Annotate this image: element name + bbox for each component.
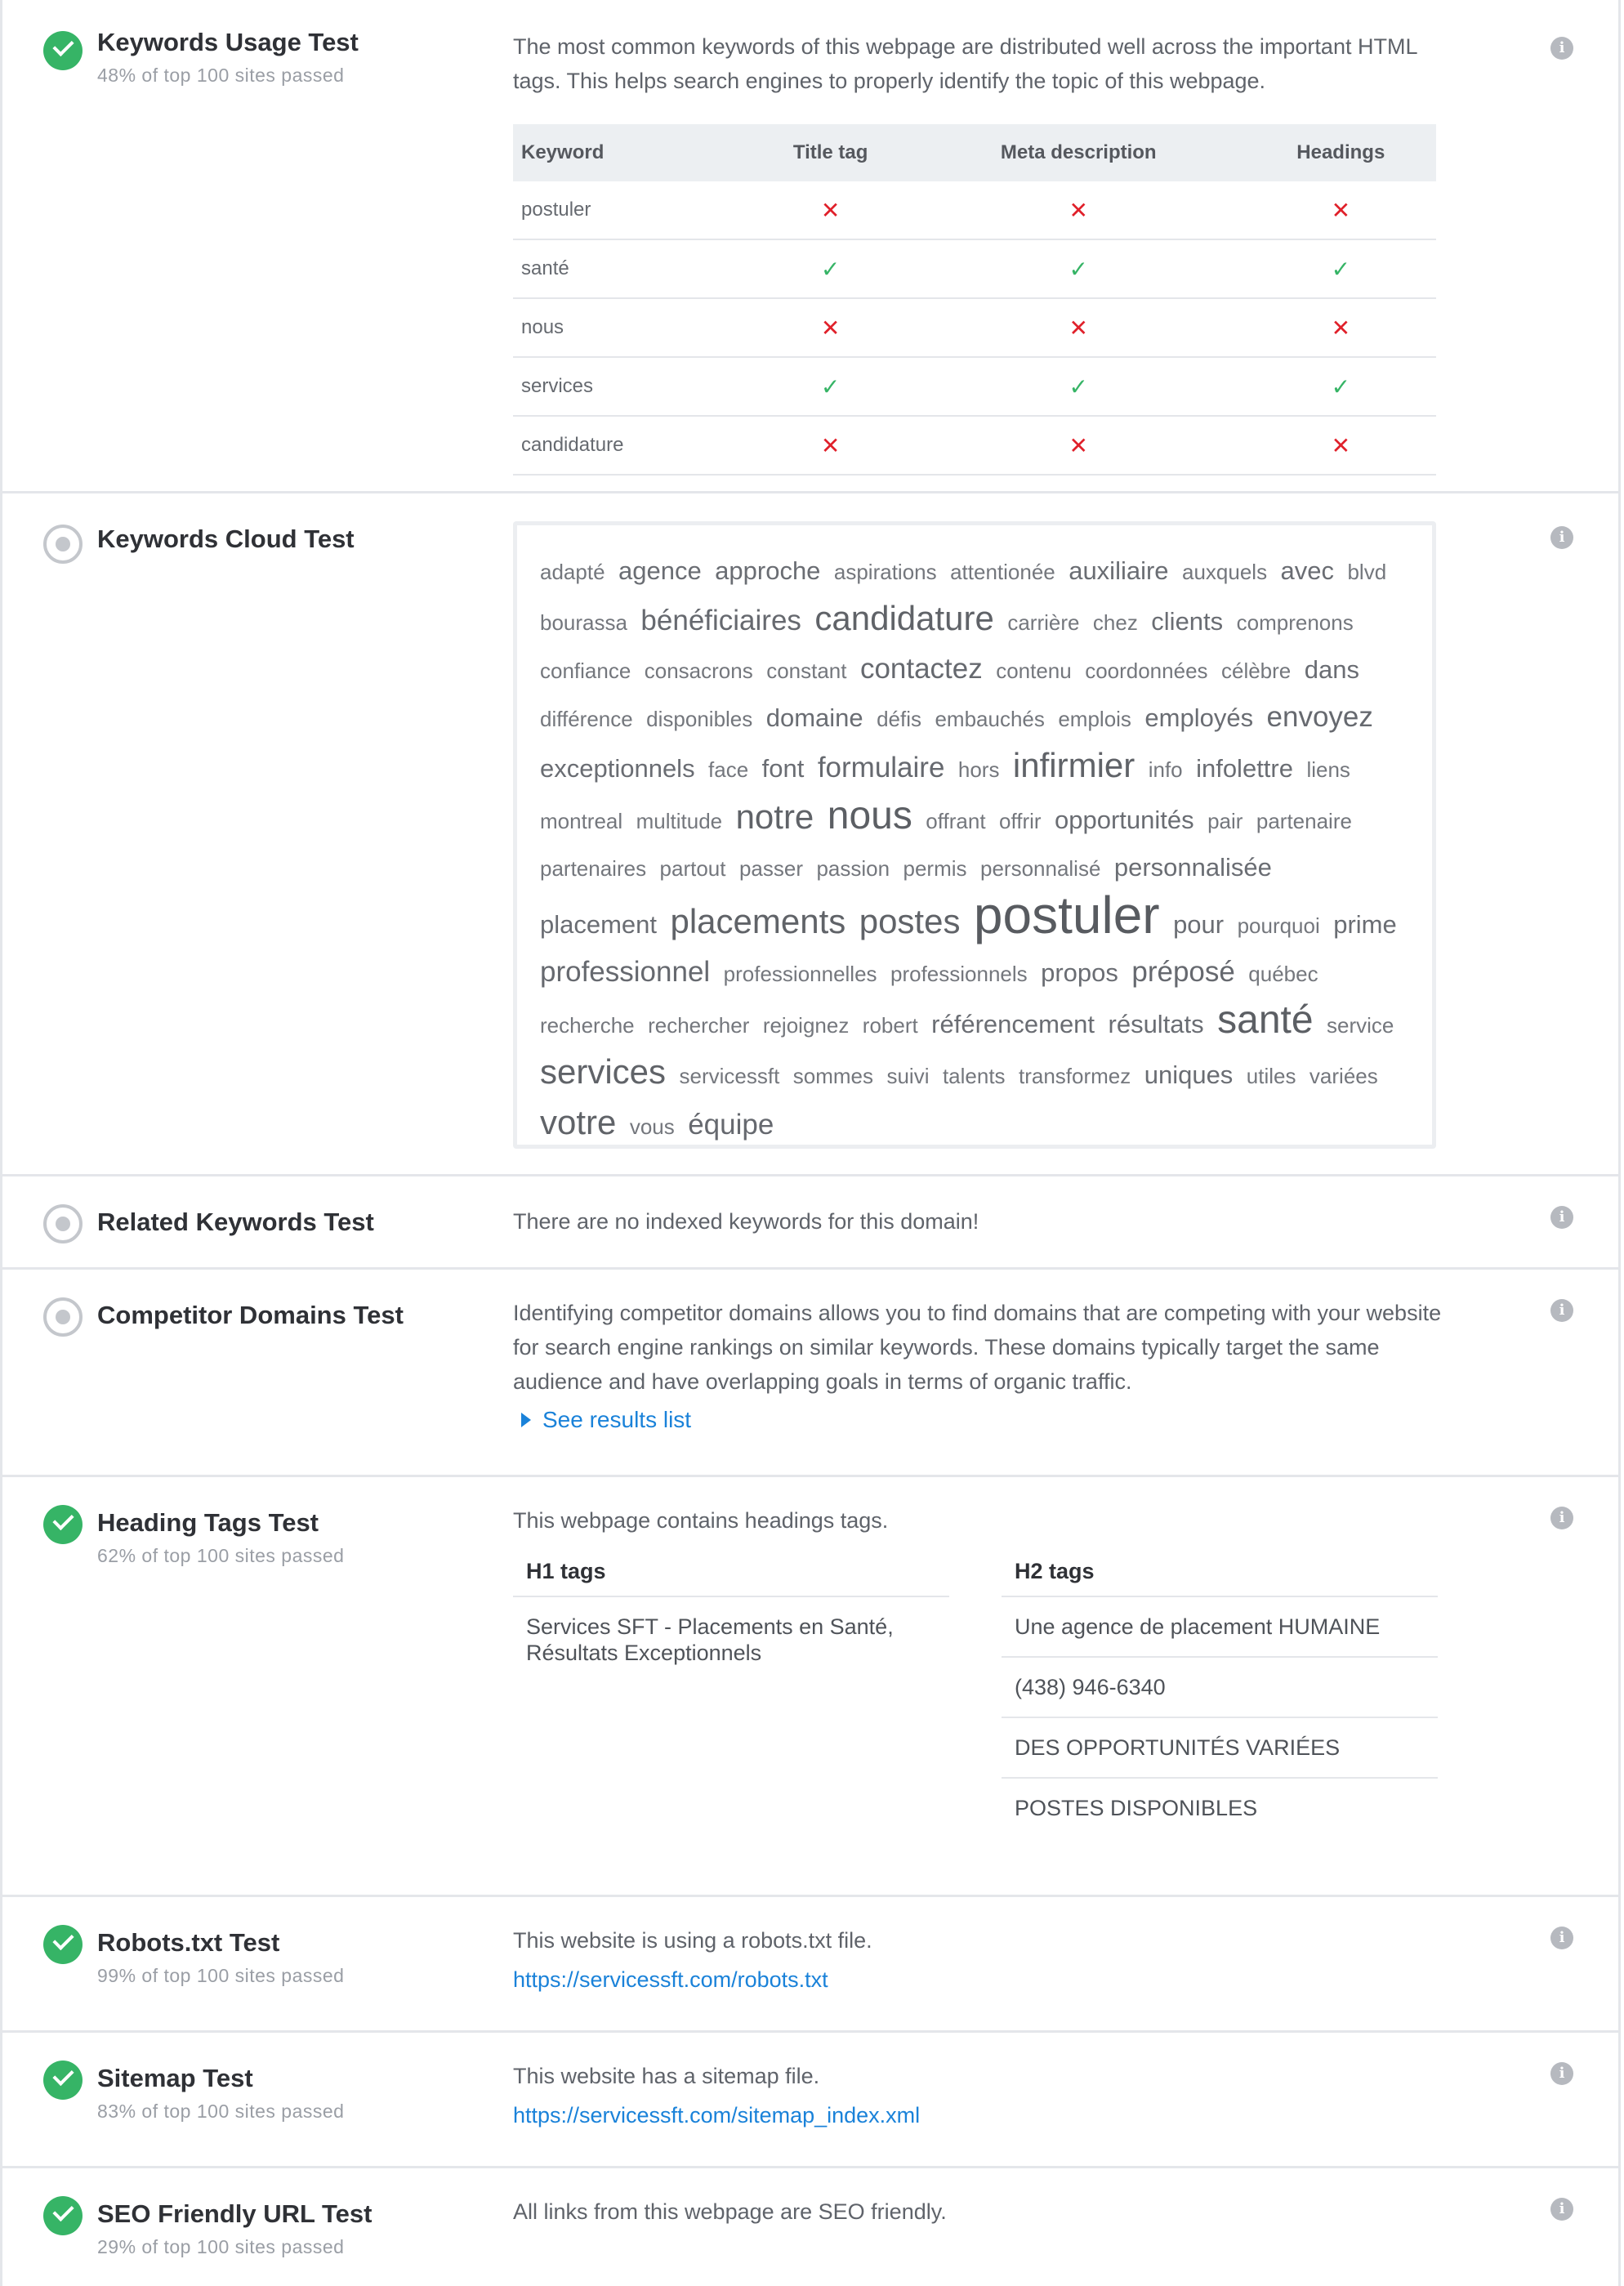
cross-icon: ✕ bbox=[1331, 197, 1351, 223]
cloud-keyword: placement bbox=[540, 910, 658, 939]
cross-icon: ✕ bbox=[820, 432, 841, 458]
robots-section bbox=[2, 1897, 1618, 2033]
column-header: Keyword bbox=[513, 124, 749, 181]
section-description: This website is using a robots.txt file. bbox=[513, 1928, 872, 1953]
cloud-keyword: notre bbox=[735, 797, 814, 836]
headings-cell bbox=[1246, 181, 1436, 239]
keywords-table bbox=[513, 124, 1436, 476]
cloud-keyword: permis bbox=[903, 856, 967, 881]
cloud-keyword: partenaire bbox=[1256, 809, 1352, 833]
cloud-keyword: résultats bbox=[1108, 1010, 1204, 1038]
keyword-cell: santé bbox=[513, 239, 749, 298]
section-title: Keywords Usage Test bbox=[97, 28, 359, 56]
cloud-keyword: professionnelles bbox=[723, 962, 877, 986]
section-subtitle: 48% of top 100 sites passed bbox=[97, 65, 345, 86]
check-circle-icon bbox=[43, 1505, 83, 1544]
cloud-keyword: formulaire bbox=[817, 752, 945, 784]
cloud-keyword: préposé bbox=[1131, 956, 1235, 988]
info-icon[interactable]: i bbox=[1550, 37, 1573, 60]
section-subtitle: 62% of top 100 sites passed bbox=[97, 1545, 345, 1566]
cloud-keyword: auxquels bbox=[1182, 560, 1268, 584]
title-cell bbox=[749, 416, 911, 475]
cross-icon: ✕ bbox=[1069, 315, 1088, 341]
keyword-cell: services bbox=[513, 357, 749, 416]
cloud-keyword: font bbox=[761, 754, 805, 783]
cloud-keyword: pair bbox=[1207, 809, 1243, 833]
h2-item: (438) 946-6340 bbox=[1002, 1658, 1438, 1718]
meta-cell bbox=[912, 357, 1246, 416]
cloud-keyword: servicessft bbox=[679, 1064, 780, 1088]
cloud-keyword: partout bbox=[659, 856, 726, 881]
cloud-keyword: candidature bbox=[814, 599, 994, 637]
cloud-keyword: québec bbox=[1248, 962, 1318, 986]
cloud-keyword: votre bbox=[540, 1103, 617, 1141]
cloud-keyword: talents bbox=[942, 1064, 1006, 1088]
keyword-cell: nous bbox=[513, 298, 749, 357]
cloud-keyword: bénéficiaires bbox=[640, 605, 801, 636]
section-description: All links from this webpage are SEO friendly. bbox=[513, 2199, 947, 2224]
cloud-keyword: auxiliaire bbox=[1069, 556, 1169, 585]
check-icon: ✓ bbox=[1069, 256, 1088, 282]
toggle-label: See results list bbox=[542, 1407, 692, 1432]
heading-tags-section bbox=[2, 1477, 1618, 1897]
cloud-keyword: carrière bbox=[1007, 610, 1080, 635]
cloud-keyword: propos bbox=[1041, 958, 1118, 987]
cross-icon: ✕ bbox=[1331, 432, 1351, 458]
triangle-right-icon bbox=[521, 1413, 531, 1427]
cloud-keyword: clients bbox=[1151, 607, 1224, 636]
cloud-keyword: liens bbox=[1306, 757, 1350, 782]
cloud-keyword: domaine bbox=[765, 703, 863, 732]
cloud-keyword: infirmier bbox=[1012, 746, 1135, 784]
cloud-keyword: chez bbox=[1092, 610, 1138, 635]
meta-cell bbox=[912, 416, 1246, 475]
h2-column bbox=[1002, 1547, 1438, 1837]
cloud-keyword: agence bbox=[618, 556, 702, 585]
cross-icon: ✕ bbox=[1069, 197, 1088, 223]
section-title: Sitemap Test bbox=[97, 2064, 253, 2092]
cloud-keyword: approche bbox=[715, 556, 821, 585]
check-icon: ✓ bbox=[1069, 373, 1088, 400]
cloud-keyword: référencement bbox=[931, 1010, 1095, 1038]
seo-url-section bbox=[2, 2168, 1618, 2286]
keywords-cloud-section bbox=[2, 493, 1618, 1176]
cross-icon: ✕ bbox=[1069, 432, 1088, 458]
column-header: Title tag bbox=[749, 124, 911, 181]
check-icon: ✓ bbox=[820, 256, 841, 282]
cloud-keyword: bourassa bbox=[540, 610, 627, 635]
neutral-circle-icon bbox=[43, 1204, 83, 1243]
cloud-keyword: offrant bbox=[926, 809, 986, 833]
headings-cell bbox=[1246, 239, 1436, 298]
section-title: Keywords Cloud Test bbox=[97, 525, 355, 553]
check-icon: ✓ bbox=[820, 373, 841, 400]
cloud-keyword: uniques bbox=[1144, 1060, 1234, 1089]
column-header: Meta description bbox=[912, 124, 1246, 181]
see-results-toggle[interactable] bbox=[521, 1407, 691, 1433]
related-keywords-section bbox=[2, 1176, 1618, 1270]
section-subtitle: 29% of top 100 sites passed bbox=[97, 2236, 345, 2257]
cloud-keyword: multitude bbox=[636, 809, 723, 833]
cloud-keyword: avec bbox=[1280, 556, 1335, 585]
cloud-keyword: service bbox=[1327, 1013, 1394, 1038]
keyword-cell: candidature bbox=[513, 416, 749, 475]
cloud-keyword: rejoignez bbox=[762, 1013, 850, 1038]
title-cell bbox=[749, 298, 911, 357]
cloud-keyword: services bbox=[540, 1052, 667, 1091]
info-icon[interactable]: i bbox=[1550, 1206, 1573, 1229]
keywords-usage-section bbox=[2, 0, 1618, 493]
meta-cell bbox=[912, 239, 1246, 298]
cloud-keyword: robert bbox=[862, 1013, 918, 1038]
cloud-keyword: contenu bbox=[996, 659, 1072, 683]
section-title: Competitor Domains Test bbox=[97, 1301, 404, 1329]
cloud-keyword: nous bbox=[827, 794, 912, 837]
headings-cell bbox=[1246, 298, 1436, 357]
cloud-keyword: professionnels bbox=[890, 962, 1028, 986]
cloud-keyword: équipe bbox=[688, 1109, 774, 1141]
section-title: Robots.txt Test bbox=[97, 1928, 280, 1957]
section-description: There are no indexed keywords for this domain! bbox=[513, 1209, 979, 1234]
table-header-row bbox=[513, 124, 1436, 181]
keyword-cloud bbox=[513, 521, 1436, 1149]
info-icon[interactable]: i bbox=[1550, 1927, 1573, 1949]
cloud-keyword: employés bbox=[1144, 703, 1254, 732]
title-cell bbox=[749, 181, 911, 239]
column-header: Headings bbox=[1246, 124, 1436, 181]
h2-item: DES OPPORTUNITÉS VARIÉES bbox=[1002, 1718, 1438, 1779]
competitor-domains-section bbox=[2, 1270, 1618, 1477]
cloud-keyword: prime bbox=[1333, 910, 1397, 939]
cloud-keyword: passer bbox=[738, 856, 803, 881]
h1-header: H1 tags bbox=[513, 1547, 949, 1597]
cloud-keyword: offrir bbox=[999, 809, 1042, 833]
h1-column bbox=[513, 1547, 949, 1837]
info-icon[interactable]: i bbox=[1550, 1507, 1573, 1529]
headings-cell bbox=[1246, 357, 1436, 416]
cloud-keyword: suivi bbox=[886, 1064, 930, 1088]
cloud-keyword: postuler bbox=[973, 886, 1160, 944]
section-title: SEO Friendly URL Test bbox=[97, 2199, 373, 2228]
cloud-keyword: rechercher bbox=[648, 1013, 750, 1038]
cloud-keyword: confiance bbox=[540, 659, 631, 683]
cloud-keyword: face bbox=[708, 757, 749, 782]
cloud-keyword: transformez bbox=[1019, 1064, 1131, 1088]
cloud-keyword: utiles bbox=[1246, 1064, 1296, 1088]
check-icon: ✓ bbox=[1331, 373, 1351, 400]
cross-icon: ✕ bbox=[1331, 315, 1351, 341]
section-description: The most common keywords of this webpage are distributed well across the important HTML tags. This helps search engines to properly identify the topic of this webpage. bbox=[513, 34, 1417, 93]
keywords-table-body bbox=[513, 181, 1436, 475]
heading-tags-columns bbox=[513, 1547, 1448, 1837]
cloud-keyword: postes bbox=[859, 902, 961, 940]
meta-cell bbox=[912, 181, 1246, 239]
cloud-keyword: aspirations bbox=[833, 560, 937, 584]
h1-item: Services SFT - Placements en Santé, Résultats Exceptionnels bbox=[526, 1614, 894, 1665]
sitemap-section bbox=[2, 2033, 1618, 2168]
cloud-keyword: opportunités bbox=[1054, 806, 1194, 834]
meta-cell bbox=[912, 298, 1246, 357]
cloud-keyword: dans bbox=[1304, 655, 1359, 684]
cloud-keyword: pourquoi bbox=[1237, 913, 1320, 938]
cloud-keyword: disponibles bbox=[646, 707, 753, 731]
cloud-keyword: partenaires bbox=[540, 856, 647, 881]
cloud-keyword: santé bbox=[1217, 998, 1314, 1042]
keyword-cell: postuler bbox=[513, 181, 749, 239]
neutral-circle-icon bbox=[43, 1297, 83, 1337]
cloud-keyword: adapté bbox=[540, 560, 605, 584]
h2-item: Une agence de placement HUMAINE bbox=[1002, 1597, 1438, 1658]
table-row bbox=[513, 416, 1436, 475]
cloud-keyword: comprenons bbox=[1236, 610, 1354, 635]
cloud-keyword: pour bbox=[1173, 910, 1225, 939]
cloud-keyword: passion bbox=[816, 856, 890, 881]
cross-icon: ✕ bbox=[820, 197, 841, 223]
section-description: This website has a sitemap file. bbox=[513, 2064, 820, 2088]
section-description: This webpage contains headings tags. bbox=[513, 1508, 889, 1533]
table-row bbox=[513, 239, 1436, 298]
section-subtitle: 83% of top 100 sites passed bbox=[97, 2101, 345, 2122]
cross-icon: ✕ bbox=[820, 315, 841, 341]
cloud-keyword: personnalisée bbox=[1113, 853, 1272, 882]
title-cell bbox=[749, 357, 911, 416]
cloud-keyword: envoyez bbox=[1266, 701, 1373, 733]
check-circle-icon bbox=[43, 1925, 83, 1964]
cloud-keyword: consacrons bbox=[644, 659, 753, 683]
cloud-keyword: info bbox=[1148, 757, 1183, 782]
cloud-keyword: célèbre bbox=[1220, 659, 1292, 683]
info-icon[interactable]: i bbox=[1550, 2062, 1573, 2085]
cloud-keyword: montreal bbox=[540, 809, 623, 833]
check-circle-icon bbox=[43, 31, 83, 70]
section-description: Identifying competitor domains allows you to find domains that are competing with your website for search engine rankings on similar keywords. These domains typically target the same audience and have overlapping goals in terms of organic traffic. bbox=[513, 1301, 1442, 1394]
title-cell bbox=[749, 239, 911, 298]
cloud-keyword: sommes bbox=[792, 1064, 874, 1088]
cloud-keyword: emplois bbox=[1058, 707, 1131, 731]
cloud-keyword: coordonnées bbox=[1085, 659, 1208, 683]
h2-header: H2 tags bbox=[1002, 1547, 1438, 1597]
cloud-keyword: constant bbox=[766, 659, 847, 683]
info-icon[interactable]: i bbox=[1550, 2198, 1573, 2221]
check-circle-icon bbox=[43, 2061, 83, 2100]
cloud-keyword: embauchés bbox=[935, 707, 1045, 731]
cloud-keyword: défis bbox=[877, 707, 922, 731]
cloud-keyword: variées bbox=[1309, 1064, 1378, 1088]
section-title: Heading Tags Test bbox=[97, 1508, 319, 1537]
section-subtitle: 99% of top 100 sites passed bbox=[97, 1965, 345, 1986]
cloud-keyword: placements bbox=[670, 902, 846, 940]
cloud-keyword: exceptionnels bbox=[540, 754, 695, 783]
cloud-keyword: hors bbox=[957, 757, 1000, 782]
robots-link[interactable]: https://servicessft.com/robots.txt bbox=[513, 1967, 828, 1992]
cloud-keyword: infolettre bbox=[1196, 754, 1293, 783]
headings-cell bbox=[1246, 416, 1436, 475]
cloud-keyword: différence bbox=[540, 707, 633, 731]
info-icon[interactable]: i bbox=[1550, 526, 1573, 549]
cloud-keyword: attentionée bbox=[950, 560, 1055, 584]
check-circle-icon bbox=[43, 2196, 83, 2235]
cloud-keyword: recherche bbox=[540, 1013, 635, 1038]
cloud-keyword: vous bbox=[629, 1114, 675, 1139]
cloud-keyword: professionnel bbox=[540, 956, 711, 988]
table-row bbox=[513, 357, 1436, 416]
table-row bbox=[513, 298, 1436, 357]
sitemap-link[interactable]: https://servicessft.com/sitemap_index.xml bbox=[513, 2103, 921, 2127]
section-title: Related Keywords Test bbox=[97, 1208, 374, 1236]
check-icon: ✓ bbox=[1331, 256, 1351, 282]
h2-item: POSTES DISPONIBLES bbox=[1015, 1796, 1258, 1820]
cloud-keyword: blvd bbox=[1347, 560, 1387, 584]
neutral-circle-icon bbox=[43, 525, 83, 564]
table-row bbox=[513, 181, 1436, 239]
cloud-keyword: contactez bbox=[859, 653, 983, 685]
info-icon[interactable]: i bbox=[1550, 1299, 1573, 1322]
cloud-keyword: personnalisé bbox=[979, 856, 1101, 881]
